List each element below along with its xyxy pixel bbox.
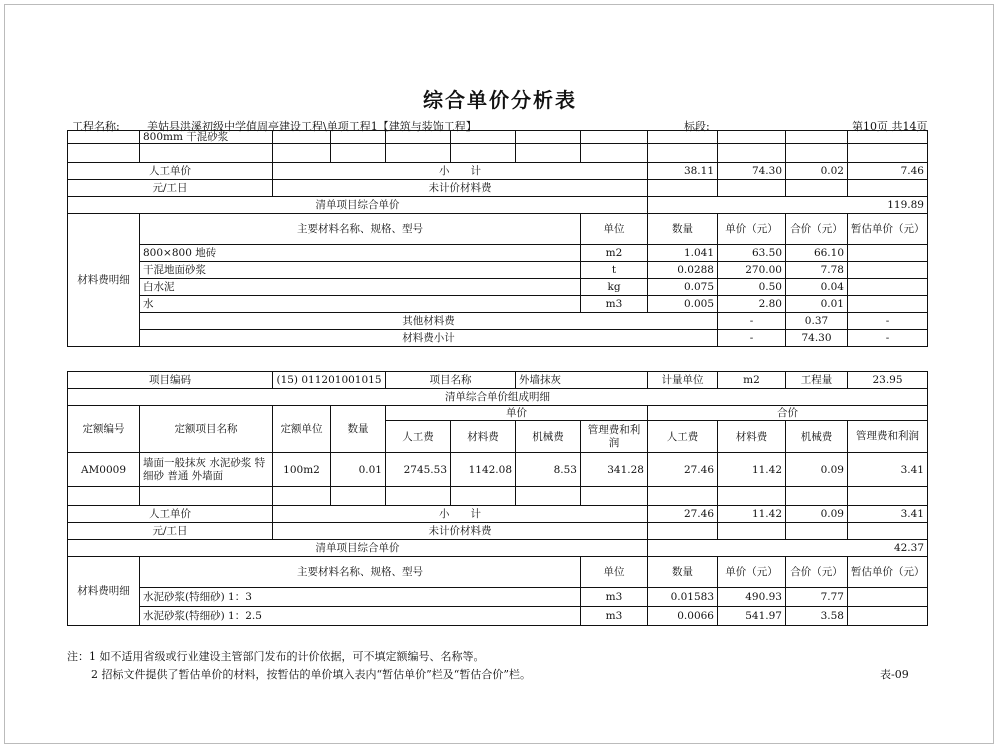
item-code-label: 项目编码	[68, 372, 273, 389]
subtotal-machine: 0.09	[786, 506, 848, 523]
subtotal-mgmt: 7.46	[848, 163, 928, 180]
quota-code: AM0009	[68, 453, 140, 487]
project-name: 美姑县洪溪初级中学值周亭建设工程\单项工程1【建筑与装饰工程】	[147, 120, 477, 133]
unit-material: 1142.08	[451, 453, 516, 487]
other-material-est: -	[848, 313, 928, 330]
item-name: 外墙抹灰	[516, 372, 648, 389]
form-number: 表-09	[880, 668, 909, 681]
cell-empty	[68, 131, 140, 144]
material-subtotal-price: -	[718, 330, 786, 347]
comprehensive-price-label: 清单项目综合单价	[68, 540, 648, 557]
material-subtotal-total: 74.30	[786, 330, 848, 347]
material-price: 270.00	[718, 262, 786, 279]
material-total: 7.78	[786, 262, 848, 279]
material-total: 0.01	[786, 296, 848, 313]
h-quota-unit: 定额单位	[273, 406, 331, 453]
subtotal-labor: 27.46	[648, 506, 718, 523]
unit-mgmt: 341.28	[581, 453, 648, 487]
total-mgmt: 3.41	[848, 453, 928, 487]
h-total-price: 合价	[648, 406, 928, 421]
material-total: 66.10	[786, 245, 848, 262]
work-qty-label: 工程量	[786, 372, 848, 389]
quota-name-cont: 800mm 干混砂浆	[140, 131, 273, 144]
comprehensive-price-value: 42.37	[648, 540, 928, 557]
mat-header-total: 合价（元）	[786, 557, 848, 588]
h-mgmt: 管理费和利润	[581, 421, 648, 453]
page-number: 第10页 共14页	[852, 120, 928, 133]
item-name-label: 项目名称	[386, 372, 516, 389]
other-material-label: 其他材料费	[140, 313, 718, 330]
material-unit: m3	[581, 588, 648, 607]
material-price: 2.80	[718, 296, 786, 313]
material-unit: m3	[581, 607, 648, 626]
h-quota-code: 定额编号	[68, 406, 140, 453]
mat-header-est-price: 暂估单价（元）	[848, 557, 928, 588]
mat-header-qty: 数量	[648, 557, 718, 588]
mat-header-qty: 数量	[648, 214, 718, 245]
material-unit: m3	[581, 296, 648, 313]
material-subtotal-label: 材料费小计	[140, 330, 718, 347]
section-label: 标段:	[684, 120, 710, 133]
comprehensive-price-value: 119.89	[648, 197, 928, 214]
subtotal-mgmt: 3.41	[848, 506, 928, 523]
page-title: 综合单价分析表	[423, 88, 577, 112]
h-unit-price: 单价	[386, 406, 648, 421]
labor-price-label: 人工单价	[68, 506, 273, 523]
mat-header-total: 合价（元）	[786, 214, 848, 245]
labor-unit-label: 元/工日	[68, 523, 273, 540]
mat-header-price: 单价（元）	[718, 214, 786, 245]
material-name: 水泥砂浆(特细砂) 1：2.5	[140, 607, 581, 626]
material-qty: 0.005	[648, 296, 718, 313]
comprehensive-price-label: 清单项目综合单价	[68, 197, 648, 214]
material-total: 0.04	[786, 279, 848, 296]
mat-header-unit: 单位	[581, 214, 648, 245]
detail-label: 清单综合单价组成明细	[68, 389, 928, 406]
labor-unit-label: 元/工日	[68, 180, 273, 197]
material-unit: m2	[581, 245, 648, 262]
material-name: 水	[140, 296, 581, 313]
material-name: 水泥砂浆(特细砂) 1：3	[140, 588, 581, 607]
total-labor: 27.46	[648, 453, 718, 487]
material-detail-side-label: 材料费明细	[68, 214, 140, 347]
quota-name: 墙面一般抹灰 水泥砂浆 特细砂 普通 外墙面	[140, 453, 273, 487]
material-name: 800×800 地砖	[140, 245, 581, 262]
material-price: 0.50	[718, 279, 786, 296]
analysis-table-2	[67, 371, 928, 626]
material-price: 490.93	[718, 588, 786, 607]
subtotal-label: 小 计	[273, 506, 648, 523]
mat-header-name: 主要材料名称、规格、型号	[140, 214, 581, 245]
h-labor: 人工费	[386, 421, 451, 453]
material-qty: 0.0288	[648, 262, 718, 279]
material-qty: 0.01583	[648, 588, 718, 607]
h-labor: 人工费	[648, 421, 718, 453]
subtotal-labor: 38.11	[648, 163, 718, 180]
h-material: 材料费	[718, 421, 786, 453]
material-total: 3.58	[786, 607, 848, 626]
other-material-total: 0.37	[786, 313, 848, 330]
unit-machine: 8.53	[516, 453, 581, 487]
h-quota-name: 定额项目名称	[140, 406, 273, 453]
work-qty: 23.95	[848, 372, 928, 389]
h-machine: 机械费	[516, 421, 581, 453]
material-price: 541.97	[718, 607, 786, 626]
note-2: 2 招标文件提供了暂估单价的材料，按暂估的单价填入表内“暂估单价”栏及“暂估合价”栏。	[91, 668, 531, 681]
material-total: 7.77	[786, 588, 848, 607]
item-code: (15) 011201001015	[273, 372, 386, 389]
material-name: 干混地面砂浆	[140, 262, 581, 279]
material-unit: kg	[581, 279, 648, 296]
unit-labor: 2745.53	[386, 453, 451, 487]
unpriced-material-label: 未计价材料费	[273, 180, 648, 197]
note-1: 注：1 如不适用省级或行业建设主管部门发布的计价依据，可不填定额编号、名称等。	[67, 650, 485, 663]
subtotal-material: 11.42	[718, 506, 786, 523]
quota-unit: 100m2	[273, 453, 331, 487]
subtotal-label: 小 计	[273, 163, 648, 180]
project-label: 工程名称:	[72, 120, 120, 133]
material-qty: 0.075	[648, 279, 718, 296]
h-mgmt: 管理费和利润	[848, 421, 928, 453]
labor-price-label: 人工单价	[68, 163, 273, 180]
material-detail-side-label: 材料费明细	[68, 557, 140, 626]
h-machine: 机械费	[786, 421, 848, 453]
material-subtotal-est: -	[848, 330, 928, 347]
measure-unit-label: 计量单位	[648, 372, 718, 389]
material-qty: 0.0066	[648, 607, 718, 626]
material-unit: t	[581, 262, 648, 279]
total-machine: 0.09	[786, 453, 848, 487]
mat-header-name: 主要材料名称、规格、型号	[140, 557, 581, 588]
total-material: 11.42	[718, 453, 786, 487]
mat-header-price: 单价（元）	[718, 557, 786, 588]
material-qty: 1.041	[648, 245, 718, 262]
quota-qty: 0.01	[331, 453, 386, 487]
material-price: 63.50	[718, 245, 786, 262]
mat-header-unit: 单位	[581, 557, 648, 588]
h-material: 材料费	[451, 421, 516, 453]
measure-unit: m2	[718, 372, 786, 389]
h-qty: 数量	[331, 406, 386, 453]
analysis-table-1	[67, 130, 928, 347]
subtotal-material: 74.30	[718, 163, 786, 180]
subtotal-machine: 0.02	[786, 163, 848, 180]
unpriced-material-label: 未计价材料费	[273, 523, 648, 540]
mat-header-est-price: 暂估单价（元）	[848, 214, 928, 245]
material-name: 白水泥	[140, 279, 581, 296]
other-material-price: -	[718, 313, 786, 330]
